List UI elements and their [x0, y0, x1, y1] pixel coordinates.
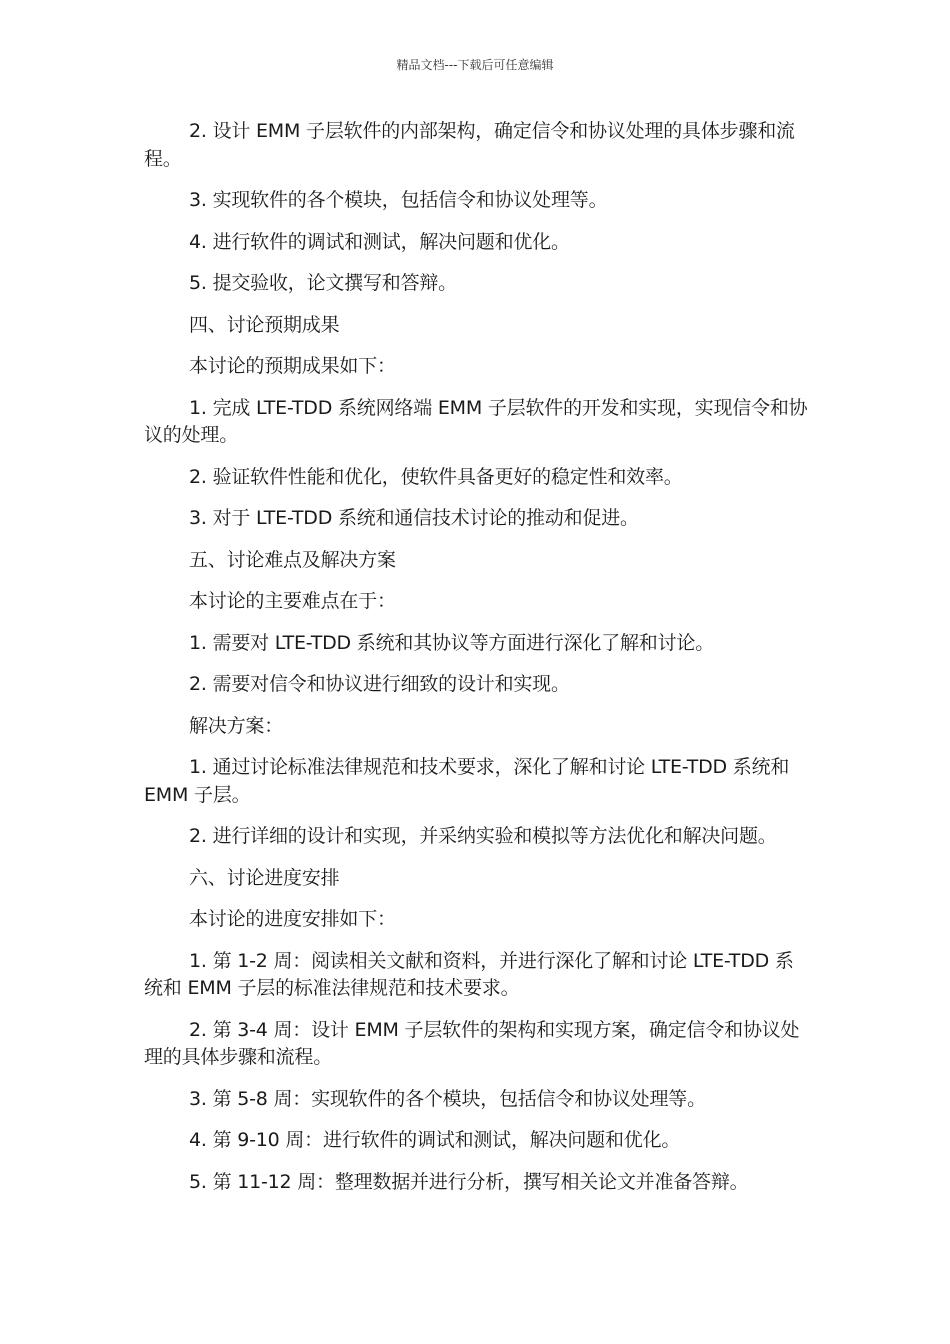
schedule-item-5: 5. 第 11-12 周：整理数据并进行分析，撰写相关论文并准备答辩。	[189, 1170, 749, 1193]
expected-result-2: 2. 验证软件性能和优化，使软件具备更好的稳定性和效率。	[189, 465, 683, 488]
difficulties-intro: 本讨论的主要难点在于：	[189, 590, 396, 612]
solution-1: 1. 通过讨论标准法律规范和技术要求，深化了解和讨论 LTE-TDD 系统和 EMM 子层。	[144, 756, 790, 806]
schedule-intro: 本讨论的进度安排如下：	[189, 908, 396, 930]
expected-result-3: 3. 对于 LTE-TDD 系统和通信技术讨论的推动和促进。	[189, 507, 639, 529]
page-header: 精品文档---下载后可任意编辑	[396, 58, 554, 72]
document-body	[144, 118, 810, 1210]
schedule-item-2: 2. 第 3-4 周：设计 EMM 子层软件的架构和实现方案，确定信令和协议处理的具体步骤和流程。	[144, 1018, 800, 1068]
step-3-implement: 3. 实现软件的各个模块，包括信令和协议处理等。	[189, 189, 608, 211]
section-heading-schedule: 六、讨论进度安排	[189, 866, 340, 889]
section-heading-difficulties: 五、讨论难点及解决方案	[189, 548, 396, 571]
solution-2: 2. 进行详细的设计和实现，并采纳实验和模拟等方法优化和解决问题。	[189, 825, 777, 847]
schedule-item-3: 3. 第 5-8 周：实现软件的各个模块，包括信令和协议处理等。	[189, 1087, 706, 1110]
difficulty-2: 2. 需要对信令和协议进行细致的设计和实现。	[189, 673, 570, 695]
schedule-item-4: 4. 第 9-10 周：进行软件的调试和测试，解决问题和优化。	[189, 1129, 681, 1151]
section-heading-expected-results: 四、讨论预期成果	[189, 313, 340, 336]
step-4-debug: 4. 进行软件的调试和测试，解决问题和优化。	[189, 230, 570, 253]
difficulty-1: 1. 需要对 LTE-TDD 系统和其协议等方面进行深化了解和讨论。	[189, 631, 715, 654]
expected-result-1: 1. 完成 LTE-TDD 系统网络端 EMM 子层软件的开发和实现，实现信令和协议的处理。	[144, 396, 808, 446]
solutions-intro: 解决方案：	[189, 714, 284, 737]
step-5-submit: 5. 提交验收，论文撰写和答辩。	[189, 272, 457, 294]
expected-results-intro: 本讨论的预期成果如下：	[189, 355, 396, 377]
step-2-design: 2. 设计 EMM 子层软件的内部架构，确定信令和协议处理的具体步骤和流程。	[144, 120, 795, 170]
schedule-item-1: 1. 第 1-2 周：阅读相关文献和资料，并进行深化了解和讨论 LTE-TDD 系统和 EMM 子层的标准法律规范和技术要求。	[144, 949, 794, 999]
